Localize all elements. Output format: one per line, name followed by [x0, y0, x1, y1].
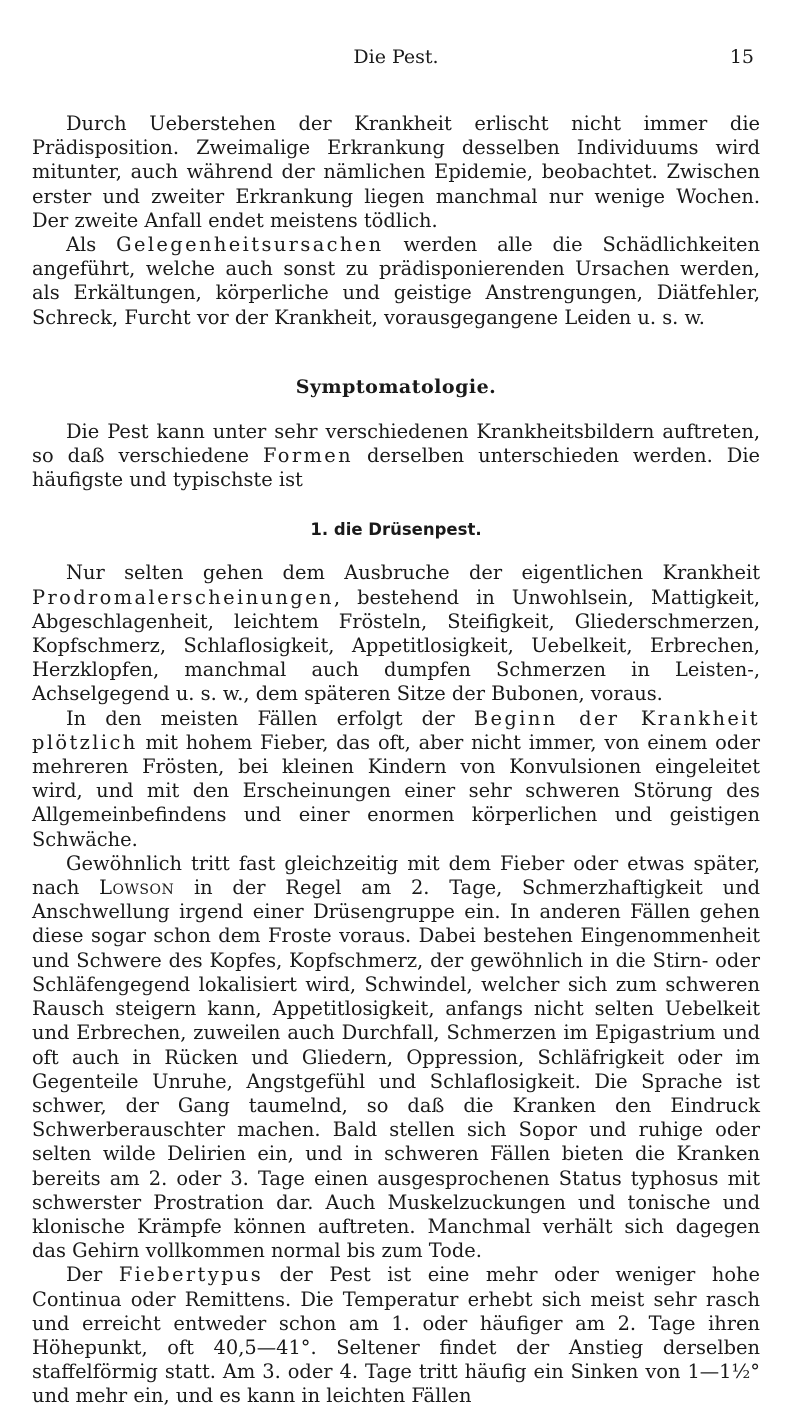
author-name: Lowson [99, 876, 175, 900]
paragraph-onset [32, 707, 760, 852]
page-number: 15 [729, 46, 754, 68]
paragraph-prodromal [32, 561, 760, 706]
running-head [32, 42, 760, 72]
text-run: in der Regel am 2. Tage, Schmerzhaftigkeit und Anschwellung irgend einer Drüsengruppe ein. In anderen Fällen gehen diese sogar schon dem Froste voraus. Dabei bestehen Eingenommenheit und Schwere des Kopfes, Kopfschmerz, der gewöhnlich in die Stirn- oder Schläfengegend lokalisiert wird, Schwindel, welcher sich zum schweren Rausch steigern kann, Appetitlosigkeit, anfangs nicht selten Uebelkeit und Erbrechen, zuweilen auch Durchfall, Schmerzen im Epigastrium und oft auch in Rücken und Gliedern, Oppression, Schläfrigkeit oder im Gegenteile Unruhe, Angstgefühl und Schlaflosigkeit. Die Sprache ist schwer, der Gang taumelnd, so daß die Kranken den Eindruck Schwerberauschter machen. Bald stellen sich Sopor und ruhige oder selten wilde Delirien ein, und in schweren Fällen bieten die Kranken bereits am 2. oder 3. Tage einen ausgesprochenen Status typhosus mit schwerster Prostration dar. Auch Muskelzuckungen und tonische und klonische Krämpfe können auftreten. Manchmal verhält sich dagegen das Gehirn vollkommen normal bis zum Tode. [32, 876, 760, 1263]
paragraph-fever-type [32, 1263, 760, 1408]
emphasized-term: Formen [262, 444, 354, 468]
text-run: derselben unterschieden werden. Die häufigste und typischste ist [32, 444, 760, 492]
text-run: Die Pest kann unter sehr verschiedenen Krankheitsbildern auftreten, so daß verschiedene [32, 419, 760, 468]
emphasized-term: Gelegenheitsursachen [116, 233, 384, 257]
text-run: In den meisten Fällen erfolgt der [66, 706, 474, 730]
emphasized-term: Fiebertypus [118, 1263, 264, 1287]
paragraph-predisposition: Durch Ueberstehen der Krankheit erlischt nicht immer die Prädisposition. Zweimalige Erkrankung desselben Individuums wird mitunter, auch während der nämlichen Epidemie, beobachtet. Zwischen erster und zweiter Erkrankung liegen manchmal nur wenige Wochen. Der zweite Anfall endet meistens tödlich. [32, 112, 760, 232]
text-run: Als [66, 233, 117, 257]
subsection-heading: 1. die Drüsenpest. [310, 520, 482, 540]
paragraph-occasional-causes [32, 233, 760, 330]
text-run: Nur selten gehen dem Ausbruche der eigentlichen Krankheit [66, 561, 760, 585]
paragraph-gland-symptoms [32, 852, 760, 1263]
emphasized-term: Beginn der Krankheit plötzlich [32, 706, 760, 754]
text-run: werden alle die Schädlichkeiten angeführt, welche auch sonst zu prädisponierenden Ursachen werden, als Erkältungen, körperliche und geistige Anstrengungen, Diätfehler, Schreck, Furcht vor der Krankheit, vorausgegangene Leiden u. s. w. [32, 233, 760, 329]
text-run: mit hohem Fieber, das oft, aber nicht immer, von einem oder mehreren Frösten, bei kleinen Kindern von Konvulsionen eingeleitet wird, und mit den Erscheinungen einer sehr schweren Störung des Allgemeinbefindens und einer enormen körperlichen und geistigen Schwäche. [32, 730, 760, 851]
section-heading: Symptomatologie. [295, 375, 497, 398]
text-run: , bestehend in Unwohlsein, Mattigkeit, Abgeschlagenheit, leichtem Frösteln, Steifigkeit, Gliederschmerzen, Kopfschmerz, Schlaflosigkeit, Appetitlosigkeit, Uebelkeit, Erbrechen, Herzklopfen, manchmal auch dumpfen Schmerzen in Leisten-, Achselgegend u. s. w., dem späteren Sitze der Bubonen, voraus. [32, 585, 760, 706]
paragraph-forms [32, 420, 760, 493]
text-run: der Pest ist eine mehr oder weniger hohe Continua oder Remittens. Die Temperatur erhebt sich meist sehr rasch und erreicht entweder schon am 1. oder häufiger am 2. Tage ihren Höhepunkt, oft 40,5—41°. Seltener findet der Anstieg derselben staffelförmig statt. Am 3. oder 4. Tage tritt häufig ein Sinken von 1—1½° und mehr ein, und es kann in leichten Fällen [32, 1263, 760, 1408]
text-run: Der [66, 1263, 119, 1287]
running-title: Die Pest. [353, 46, 439, 68]
emphasized-term: Prodromalerscheinungen [32, 585, 334, 609]
text-run: Gewöhnlich tritt fast gleichzeitig mit dem Fieber oder etwas später, nach [32, 851, 760, 900]
